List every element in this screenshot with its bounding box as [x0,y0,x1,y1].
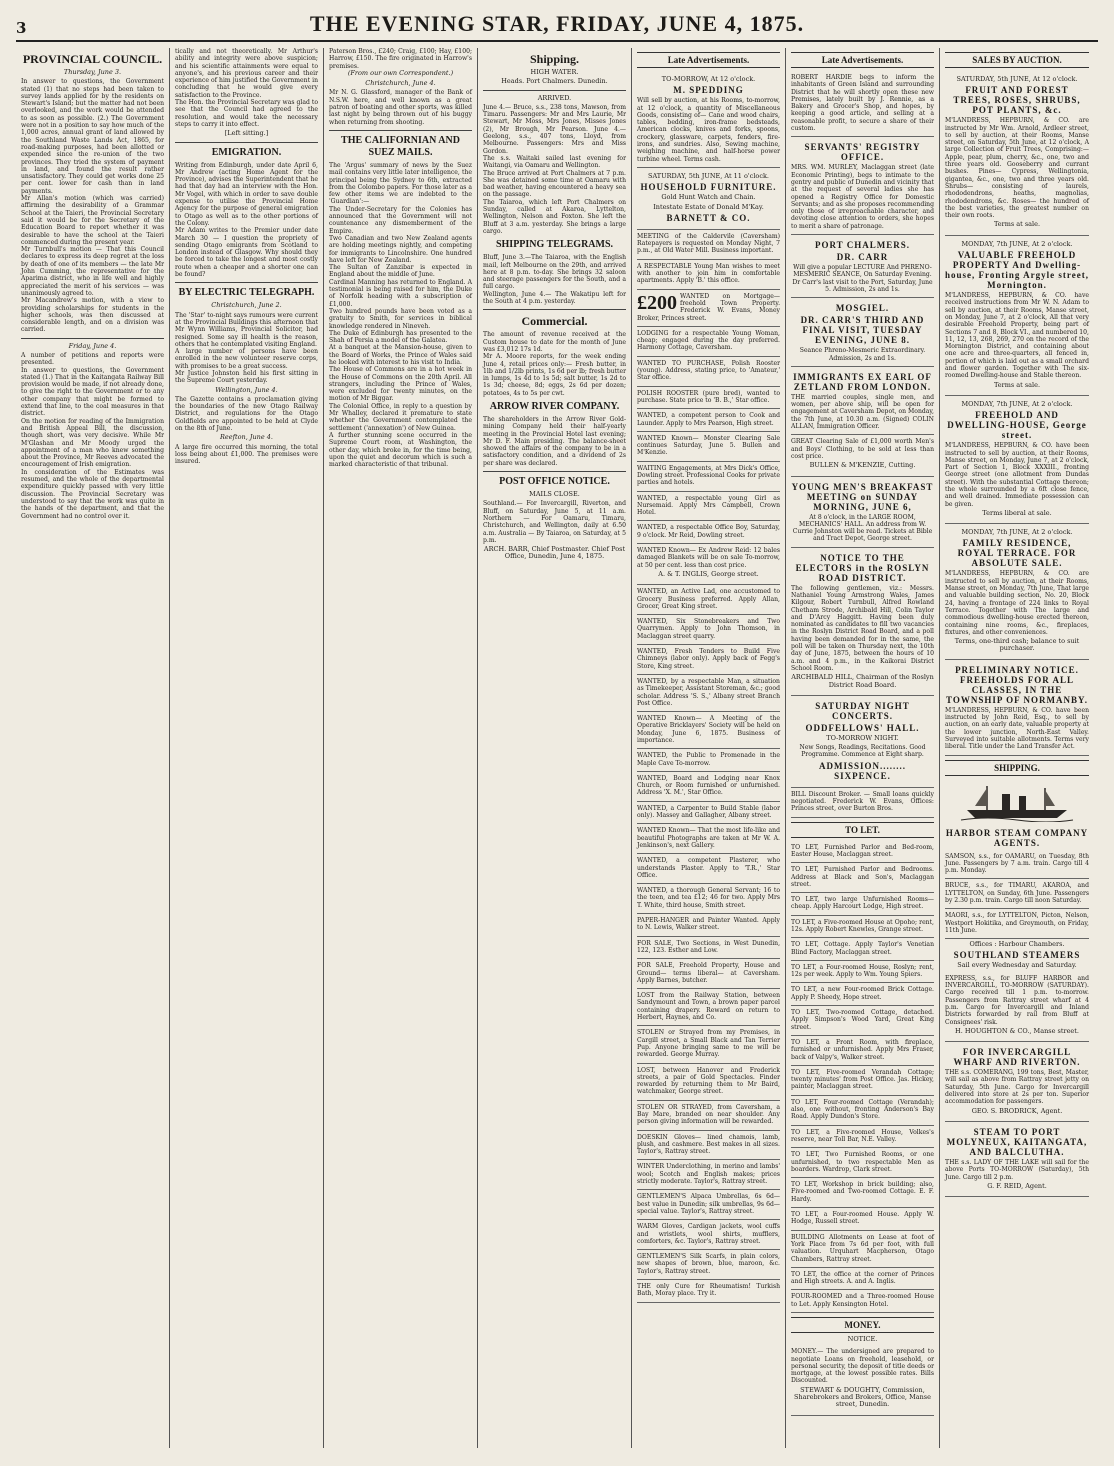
article-paragraph: Two hundred pounds have been voted as a gratuity to Smith, for services in biblical knowledge rendered in Nineveh. [329,307,472,330]
mails-heading: THE CALIFORNIAN AND SUEZ MAILS. [341,134,460,158]
ad-signature: GEO. S. BRODRICK, Agent. [971,1106,1063,1115]
article-paragraph: Mr Justice Johnston held his first sitting in the Supreme Court yesterday. [175,369,318,385]
advertisement [791,71,934,137]
advertisement [637,357,780,387]
advertisement [637,327,780,357]
advertisement [791,1006,934,1036]
ad-body: POLISH ROOSTER (pure bred), wanted to purchase. State price to 'B. B.,' Star office. [637,389,780,404]
dateline: Christchurch, June 4. [365,79,436,88]
advertisement [945,909,1089,939]
columns [16,48,1098,1448]
ad-terms: Terms, one-third cash; balance to suit purchaser. [954,637,1080,653]
ad-body: SAMSON, s.s., for OAMARU, on Tuesday, 8th June. Passengers by 7 a.m. train. Cargo till 4 p.m. Monday. [945,852,1089,875]
divider [21,338,164,339]
advertisement [637,1190,780,1220]
ad-body: FOR SALE, Freehold Property, House and Ground— terms liberal— at Caversham. Apply Barnes, butcher. [637,962,780,984]
to-let-heading: TO LET. [791,822,934,838]
dateline: Wellington, June 4. [215,385,278,394]
mails-close-label: MAILS CLOSE. [529,490,580,499]
advertisement [791,938,934,961]
ad-body: TO LET, Two Furnished Rooms, or one unfurnished, to two respectable Men as boarders. Wardrop, Clark street. [791,1151,934,1173]
ad-body: WARM Gloves, Cardigan jackets, wool cuffs and wristlets, wool shirts, mufflers, comforters, &c. Taylor's, Rattray street. [637,1223,780,1245]
advertisement [637,989,780,1026]
ad-signature: STEWART & DOUGHTY, Commission, Sharebrokers and Brokers, Office, Manse street, Dunedin. [794,1385,931,1409]
advertisement [791,1178,934,1208]
ad-date: TO-MORROW, At 12 o'clock. [661,75,756,83]
article-paragraph: Mr Adam writes to the Premier under date March 30 — I question the propriety of sending Otago emigrants from Scotland to London instead of Glasgow. Why should they be forced to take the longest and most costly route when a cheaper and a shorter one can be found? [175,227,318,279]
harbor-company-title: HARBOR STEAM COMPANY AGENTS. [945,827,1089,848]
ad-date: MONDAY, 7th JUNE, At 2 o'clock. [961,399,1073,408]
dateline: Christchurch, June 2. [211,301,282,310]
article-paragraph: At a banquet at the Mansion-house, given to the Board of Works, the Prince of Wales said he looked with interest to his visit to India. [329,344,472,366]
notice-label: NOTICE. [847,1334,878,1343]
telegraph-heading: BY ELECTRIC TELEGRAPH. [178,287,315,299]
ad-body: A RESPECTABLE Young Man wishes to meet with another to join him in comfortable apartments. Apply 'B.' this office. [637,262,780,285]
advertisement [637,260,780,290]
ad-body: ROBERT HARDIE begs to inform the inhabitants of Green Island and surrounding District that he will shortly open these new Premises, lately built by J. Rennie, as a Bakery and Grocer's Shop, and hopes, by keeping a good article, and selling at a reasonable profit, to secure a share of their custom. [791,74,934,133]
advertisement [637,168,780,230]
advertisement [945,524,1089,660]
ad-title: IMMIGRANTS EX EARL OF ZETLAND FROM LONDON. [793,371,932,392]
advertisement [637,1160,780,1190]
ad-signature: H. HOUGHTON & CO., Manse street. [955,1026,1079,1035]
advertisement [945,396,1089,524]
ad-body: STOLEN or Strayed from my Premises, in Cargill street, a Small Black and Tan Terrier Pup. Anyone bringing same to me will be rewarded. George Murray. [637,1029,780,1059]
ad-body: Will give a popular LECTURE And PHRENO-MESMERIC SEANCE, On Saturday Evening. Dr Carr's last visit to the Port, Saturday, June 5. Admission, 2s and 1s. [792,264,933,293]
ad-subtitle: ODDFELLOWS' HALL. [805,722,920,733]
ad-body: THE s.s. LADY OF THE LAKE will sail for the above Ports TO-MORROW (Saturday), 5th June. Cargo till 2 p.m. [945,1158,1089,1181]
advertisement [791,916,934,939]
post-office-heading: POST OFFICE NOTICE. [499,476,610,488]
article-paragraph: Writing from Edinburgh, under date April 6, Mr Andrew (acting Home Agent for the Province), advises the Superintendent that he had that day had an interview with the Hon. Mr Vogel, with which in order to save double expense to utilise the Provincial Home Agency for the purpose of general emigration to Otago as well as to the other portions of the Colony. [175,161,318,227]
advertisement [637,802,780,825]
dateline: Friday, June 4. [68,341,117,350]
harbor-office-note: Offices : Harbour Chambers. [969,940,1065,949]
ad-body: GENTLEMEN'S Silk Scarfs, in plain colors, new shapes of brown, blue, maroon, &c. Taylor's, Rattray street. [637,1253,780,1275]
ad-date: MONDAY, 7th JUNE, At 2 o'clock. [961,239,1073,248]
advertisement [945,660,1089,756]
tide-ports: Heads. Port Chalmers. Dunedin. [501,77,608,86]
advertisement [637,959,780,989]
sales-by-auction-heading: SALES BY AUCTION. [945,52,1089,68]
advertisement [791,367,934,435]
article-paragraph: The House of Commons are in a hot week in the House of Commons on the 20th April. All strangers, including the Prince of Wales, were excluded for twenty minutes, on the motion of Mr Biggar. [329,366,472,403]
advertisement [791,696,934,788]
ad-body: WANTED Known— A Meeting of the Operative Bricklayers' Society will be held on Monday, June 6, 1875. Business of importance. [637,715,780,744]
masthead-title: THE EVENING STAR, FRIDAY, JUNE 4, 1875. [309,11,805,36]
dateline: Reefton, June 4. [220,433,273,442]
advertisement [637,1101,780,1131]
ad-body: WANTED, the Public to Promenade in the Maple Cave To-morrow. [637,752,780,767]
ad-body: WANTED, Fresh Tenders to Build Five Chimneys (labor only). Apply back of Fegg's Store, King street. [637,648,780,670]
article-paragraph: Mr N. G. Glassford, manager of the Bank of N.S.W. here, and well known as a great patron of boating and other sports, was killed last night by being thrown out of his buggy when returning from shooting. [329,89,472,126]
advertisement [791,863,934,893]
ad-body: At 8 o'clock, in the LARGE ROOM, MECHANICS' HALL. An address from W. Currie Johnston will be read. Tickets at Bible and Tract Depot, George street. [792,513,933,543]
article-paragraph: The Colonial Office, in reply to a question by Mr Whalley, declared it premature to state whether the Government contemplated the settlement ('annexation') of New Guinea. [329,402,472,432]
article-paragraph: A large number of persons have been enrolled in the new volunteer reserve corps, with promises to be a great success. [175,348,318,370]
article-paragraph: The s.s. Waitaki sailed last evening for Waitangi, via Oamaru and Wellington. [483,154,626,170]
shipping-telegrams-heading: SHIPPING TELEGRAMS. [495,239,614,251]
advertisement [945,236,1089,396]
ad-body: TO LET, a Five-roomed House at Opoho; rent, 12s. Apply Robert Knewles, Grange street. [791,918,934,933]
advertisement [637,492,780,522]
advertisement [637,749,780,772]
ad-body: WANTED, by a respectable Man, a situation as Timekeeper, Assistant Storeman, &c.; good scholar. Address 'S. S.,' Albany street Branch Post Office. [637,677,780,707]
column-1 [16,48,170,1448]
dateline: Thursday, June 3. [63,68,122,76]
ad-body: WANTED, a thorough General Servant; 16 to the teen, and tea £12; 46 for two. Apply Mrs T. White, third house, Smith street. [637,887,780,909]
commercial-heading: Commercial. [521,314,588,329]
ad-body: TO LET, the office at the corner of Princes and High streets. A. and A. Inglis. [791,1270,934,1286]
ad-title: M. SPEDDING [673,85,744,96]
ad-body: GREAT Clearing Sale of £1,000 worth Men's and Boys' Clothing, to be sold at less than cost price. [791,438,934,460]
ad-body: Intestate Estate of Donald M'Kay. [653,202,764,211]
advertisement [945,71,1089,236]
article-paragraph: Cardinal Manning has returned to England. A testimonial is being raised for him, the Duke of Norfolk heading with a subscription of £1,000. [329,278,472,308]
article-paragraph: Southland.— For Invercargill, Riverton, and Bluff, on Saturday, June 5, at 11 a.m. Northern — For Oamaru, Timaru, Christchurch, and Wellington, daily at 6.50 a.m. Australia — By Taiaroa, on Saturday, at 5 p.m. [483,500,626,544]
arrived-label: ARRIVED. [537,93,572,102]
ad-title: PORT CHALMERS. [814,240,911,251]
provincial-council-heading: PROVINCIAL COUNCIL. [22,52,163,66]
article-paragraph: In answer to questions, the Government stated (1.) That in the Kaitangata Railway Bill provision would be made, if not already done, to give the right to the Government or to any other company that might be formed to extend that line, to the coal measures in that district. [21,366,164,418]
column-3 [324,48,478,1448]
ad-body: GENTLEMEN'S Alpaca Umbrellas, 6s 6d— best value in Dunedin; silk umbrellas, 9s 6d— special value. Taylor's, Rattray street. [637,1193,780,1215]
divider [329,130,472,131]
ad-body: WANTED, a Carpenter to Build Stable (labor only). Massey and Gallagher, Albany street. [637,804,780,820]
ad-body: WANTED Known— Ex Andrew Reid: 12 bales damaged Blankets will be on sale To-morrow, at 50 per cent. less than cost price. [637,547,780,569]
ad-body: WINTER Underclothing, in merino and lambs' wool; Scotch and English makes; prices strictly moderate. Taylor's, Rattray street. [637,1163,780,1186]
ad-date: TO-MORROW NIGHT. [826,733,899,742]
ad-body: WANTED, a respectable young Girl as Nursemaid. Apply Mrs Campbell, Crown Hotel. [637,494,780,517]
advertisement [791,1036,934,1066]
advertisement [791,1268,934,1291]
advertisement [791,235,934,298]
advertisement [637,1026,780,1063]
article-paragraph: A number of petitions and reports were presented. [21,351,164,367]
ad-admission: ADMISSION........ SIXPENCE. [818,760,906,781]
ad-body: TO LET, a Four-roomed House. Apply W. Hodge, Russell street. [791,1211,934,1226]
advertisement [945,1122,1089,1197]
high-water-label: HIGH WATER. [530,68,579,76]
ad-body: STOLEN OR STRAYED, from Caversham, a Bay Mare, branded on near shoulder. Any person giving information will be rewarded. [637,1103,780,1126]
article-paragraph: A further stunning scene occurred in the Supreme Court room, at Washington, the other day, which broke in, for the time being, upon the quiet and decorum which is such a marked characteristic of that tribunal. [329,431,472,469]
advertisement [945,972,1089,1042]
column-2 [170,48,324,1448]
late-ads-heading: Late Advertisements. [791,52,934,68]
ad-body: BUILDING Allotments on Lease at foot of York Place from 7s 6d per foot, with full valuation. Urquhart Macpherson, Otago Chambers, Rattray street. [791,1233,934,1263]
ad-body: TO LET, a Front Room, with fireplace, furnished or unfurnished. Apply Mrs Fraser, back of Valpy's, Walker street. [791,1038,934,1061]
advertisement [791,961,934,984]
ad-body: THE s.s. COMERANG, 199 tons, Best, Master, will sail as above from Rattray street jetty on Saturday, 5th June. Cargo for Invercargill delivered into store at 2s per ton. Superior accommodation for passengers. [945,1069,1089,1106]
ad-body: M'LANDRESS, HEPBURN, & CO. are instructed by Mr Wm. Arnold, Ardleer street, to sell by auction, at their Rooms, Manse street, on Saturday, 5th June, at 12 o'clock, A large Collection of Fruit Trees, Comprising:— Apple, pear, plum, cherry, &c., one, two and three years old. Gooseberry and currant bushes. Pines— Cypress, Wellingtonia, gigantea, &c., one, two and three years old. Shrubs— consisting of laurels, rhododendrons, heaths, magnolias, rhododendrons, &c. Roses— the hundred of the best varieties, the greatest number on their own roots. [945,117,1089,220]
ad-title: VALUABLE FREEHOLD PROPERTY And Dwelling-house, Fronting Argyle street, Mornington. [945,250,1089,291]
advertisement [791,841,934,864]
column-4 [478,48,632,1448]
advertisement [791,1096,934,1126]
ad-body: BILL Discount Broker. — Small loans quickly negotiated. Frederick W. Evans, Offices: Princes street, over Burton Bros. [791,790,934,813]
advertisement [791,983,934,1006]
advertisement [637,1131,780,1161]
advertisement [791,1345,934,1415]
ad-body: TO LET, Workshop in brick building; also, Five-roomed and Two-roomed Cottage. E. F. Hardy. [791,1181,934,1203]
advertisement [637,615,780,645]
advertisement [637,290,780,327]
ad-terms: Terms at sale. [993,380,1041,389]
advertisement [791,1208,934,1231]
late-ads-heading: Late Advertisements. [637,52,780,68]
column-5 [632,48,786,1448]
article-paragraph: tically and not theoretically. Mr Arthur's ability and integrity were above suspicion; and his scientific attainments were equal to anyone's, and his previous career and their experience of him justified the Government in concluding that he would give every satisfaction to the Province. [175,48,318,99]
article-paragraph: The Taiaroa, which left Port Chalmers on Sunday, called at Akaroa, Lyttelton, Wellington, Nelson and Foxton. She left the Bluff at 3 a.m. yesterday. She brings a large cargo. [483,198,626,235]
ad-body: TO LET, Cottage. Apply Taylor's Venetian Blind Factory, Maclaggan street. [791,941,934,956]
arrow-river-heading: ARROW RIVER COMPANY. [489,400,620,412]
ad-body: FOUR-ROOMED and a Three-roomed House to Let. Apply Kensington Hotel. [791,1293,934,1308]
advertisement [637,462,780,492]
ad-body: WANTED Known— That the most life-like and beautiful Photographs are taken at Mr W. A. Jenkinson's, next Gallery. [637,827,780,849]
advertisement [637,772,780,802]
article-paragraph: The Duke of Edinburgh has presented to the Shah of Persia a model of the Galatea. [329,329,472,345]
ad-terms: Terms at sale. [993,220,1041,229]
advertisement [637,409,780,432]
ad-body: MEETING of the Caldervile (Caversham) Ratepayers is requested on Monday Night, 7 p.m., at Old Water Mill. Business important. [637,232,780,255]
steamship-icon [957,782,1077,822]
ad-title: NOTICE TO THE ELECTORS in the ROSLYN ROAD DISTRICT. [795,552,930,583]
arrivals-list: June 4.— Bruce, s.s., 238 tons, Mawson, from Timaru. Passengers: Mr and Mrs Laurie, Mr Stewart, Mr Moss, Mrs Jones, Misses Jones (2), Mr Brough, Mr Pearson. June 4.— Geelong, s.s., 407 tons, Lloyd, from Melbourne. Passengers: Mrs and Miss Gordon. [483,103,626,155]
ad-body: WANTED, Six Stonebreakers and Two Quarrymen. Apply to John Thomson, in Maclaggan street quarry. [637,618,780,640]
ad-title: HOUSEHOLD FURNITURE. [640,182,777,193]
divider [175,282,318,283]
advertisement [637,824,780,854]
article-paragraph: Mr A. Moore reports, for the week ending June 4, retail prices only:— Fresh butter, in 1lb and 1/2lb prints, 1s 6d per lb; fresh butter in lumps, 1s 4d to 1s 5d; salt butter, 1s 2d to 1s 3d; cheese, 8d; eggs, 2s 6d per dozen; potatoes, 4s to 5s per cwt. [483,353,626,397]
ad-body: WANTED Known— Monster Clearing Sale continues Saturday, June 5. Bullen and M'Kenzie. [637,434,780,457]
advertisement [637,914,780,937]
ad-body: TO LET, Two-roomed Cottage, detached. Apply Simpson's Wood Yard, Great King street. [791,1009,934,1031]
advertisement [637,432,780,462]
advertisement [637,544,780,585]
article-paragraph: Mr Allan's motion (which was carried) affirming the desirability of a Grammar School at the Taieri, the Provincial Secretary said it would be for the Secretary of the Education Board to report whether it was desirable to have the school at the Taieri commenced during the present year. [21,195,164,246]
advertisement [791,548,934,696]
ad-title: FRUIT AND FOREST TREES, ROSES, SHRUBS, POT PLANTS, &c. [953,85,1081,116]
ad-body: M'LANDRESS, HEPBURN, & CO. have been instructed by John Reid, Esq., to sell by auction, on an early date, valuable property at the lower junction, North-East Valley. Surveyed into suitable allotments. Terms very liberal. Title under the Land Transfer Act. [945,706,1089,751]
ad-body: New Songs, Readings, Recitations. Good Programme. Commence at Eight sharp. [799,744,926,759]
advertisement [791,298,934,367]
ad-signature: A. & T. INGLIS, George street. [658,569,759,578]
advertisement [637,1064,780,1101]
ad-subtitle: Gold Hunt Watch and Chain. [661,193,756,202]
advertisement [637,387,780,410]
ad-date: MONDAY, 7th JUNE, At 2 o'clock. [961,528,1073,537]
article-paragraph: On the motion for reading of the Immigration and British Appeal Bill, the discussion, though short, was very decisive. While Mr M'Glashan and Mr Moody urged the appointment of a man who knew something about the Province, Mr Reeves advocated the encouragement of Irish emigration. [21,417,164,469]
column-6 [786,48,940,1448]
advertisement [637,585,780,615]
ad-body: WANTED, an Active Lad, one accustomed to Grocery Business preferred. Apply Allan, Grocer, Great King street. [637,588,780,610]
ad-body: TO LET, a new Four-roomed Brick Cottage. Apply P. Sheedy, Hope street. [791,986,934,1001]
article-paragraph: Wellington, June 4.— The Wakatipu left for the South at 4 p.m. yesterday. [483,290,626,306]
article-paragraph: The Bruce arrived at Port Chalmers at 7 p.m. She was detained some time at Oamaru with bad weather, having encountered a heavy sea on the passage. [483,169,626,199]
advertisement [637,712,780,749]
advertisement [945,879,1089,909]
advertisement [637,645,780,675]
ad-body: EXPRESS, s.s., for BLUFF HARBOR and INVERCARGILL, TO-MORROW (SATURDAY). Cargo received till 1 p.m. to-morrow. Passengers from Rattray street wharf at 4 p.m. Cargo for Invercargill and Inland Districts forwarded by rail from Bluff at Consignees' risk. [945,974,1089,1026]
column-7 [940,48,1094,1448]
advertisement [637,230,780,260]
ad-title: FOR INVERCARGILL WHARF AND RIVERTON. [953,1047,1081,1068]
ad-body: TO LET, a Five-roomed House, Volkes's reserve, near Toll Bar, N.E. Valley. [791,1128,934,1143]
ad-body: PAPER-HANGER and Painter Wanted. Apply to N. Lewis, Walker street. [637,917,780,932]
ad-subtitle: DR. CARR'S THIRD AND FINAL VISIT, TUESDAY EVENING, JUNE 8. [800,315,925,346]
postmaster-signature: ARCH. BARR, Chief Postmaster. Chief Post Office, Dunedin, June 4, 1875. [483,545,626,561]
article-paragraph: The Gazette contains a proclamation giving the boundaries of the new Otago Railway District, and regulations for the Otago Goldfields are appointed to be held at Clyde on the 8th of June. [175,395,318,433]
southland-steamers-sub: Sail every Wednesday and Saturday. [957,961,1077,970]
ad-signature: ARCHIBALD HILL, Chairman of the Roslyn District Road Board. [791,673,934,689]
ad-body: WANTED, Board and Lodging near Knox Church, or Room furnished or unfurnished. Address 'X. M.', Star Office. [637,774,780,797]
ad-body: Will sell by auction, at his Rooms, to-morrow, at 12 o'clock, a quantity of Miscellaneous Goods, consisting of— Cane and wood chairs, tables, bedding, iron-frame bedsteads, American clocks, knives and forks, spoons, crockery, glassware, carpets, fenders, fire-irons, and sundries. Also, Sewing machine, weighing machine, and half-horse power turbine wheel. Terms cash. [637,97,780,163]
article-paragraph: The Hon. the Provincial Secretary was glad to see that the Council had agreed to the resolution, and would take the necessary steps to carry it into effect. [175,99,318,128]
ad-body: M'LANDRESS, HEPBURN, & CO. have received instructions from Mr W. N. Adam to sell by auction, at their Rooms, Manse street, on Monday, June 7, at 2 o'clock, All that very desirable Freehold Property, being part of Sections 7 and 8, Block VI., and numbered 10, 11, 12, 13, 268, 269, 270 on the record of the Mornington District, and containing about one acre and three-quarters, all fenced in, portion of which is laid out as a small orchard and flower garden. Together with The six-roomed Dwelling-house and Stable thereon. [945,292,1089,380]
article-paragraph: Bluff, June 3.—The Taiaroa, with the English mail, left Melbourne on the 29th, and arrived here at 8 p.m. to-day. She brings 32 saloon and steerage passengers for the South, and a full cargo. [483,254,626,291]
advertisement [637,521,780,544]
ad-body: WANTED, a competent person to Cook and Launder. Apply to Mrs Pearson, High street. [637,412,780,427]
ad-body: MRS. WM. MURLEY, Maclaggan street (late Economic Printing), begs to intimate to the gentry and public of Dunedin and vicinity that at the request of several ladies she has opened a Registry Office for Domestic Servants; and as she proposes recommending only those of irreproachable character, and devoting close attention to orders, she hopes to merit a share of patronage. [791,164,934,230]
ad-title: SATURDAY NIGHT CONCERTS. [815,700,910,721]
ad-body: TO LET, Furnished Parlor and Bedrooms. Address at Black and Son's, Maclaggan street. [791,866,934,888]
article-paragraph: The 'Star' to-night says rumours were current at the Provincial Buildings this afternoon that Mr Wynn Williams, Provincial Solicitor, had resigned. Some say ill health is the reason, others that he contemplated visiting England. [175,311,318,348]
advertisement [637,1220,780,1250]
article-paragraph: A large fire occurred this morning, the total loss being about £1,000. The premises were insured. [175,443,318,466]
article-paragraph: The amount of revenue received at the Custom house to date for the month of June was £3,012 17s 1d. [483,331,626,353]
ad-title: YOUNG MEN'S BREAKFAST MEETING on SUNDAY MORNING, JUNE 6, [791,481,934,512]
article-paragraph: The 'Argus' summary of news by the Suez mail contains very little later intelligence, the principal being the Sydney to 6th, extracted from the Colombo papers. For those later as a few other items we are indebted to the 'Guardian':— [329,161,472,206]
article-paragraph: The shareholders in the Arrow River Gold-mining Company held their half-yearly meeting in the Provincial Hotel last evening; Mr D. F. Main presiding. The balance-sheet showed the affairs of the company to be in a satisfactory condition, and a dividend of 2s per share was declared. [483,415,626,467]
page-number: 3 [16,19,27,37]
left-sitting-note: [Left sitting.] [224,129,269,138]
emigration-heading: EMIGRATION. [211,146,282,158]
advertisement [637,675,780,712]
ad-body: DOESKIN Gloves— lined chamois, lamb, plush, and cashmere. Best makes in all sizes. Taylor's, Rattray street. [637,1133,780,1156]
ad-body: TO LET, Furnished Parlor and Bed-room, Easter House, Maclaggan street. [791,843,934,858]
ad-body: TO LET, a Four-roomed House, Roslyn; rent, 12s per week. Apply to Wm. Young Spiers. [791,963,934,979]
advertisement [791,1148,934,1178]
divider [175,142,318,143]
ad-signature: BULLEN & M'KENZIE, Cutting. [809,461,916,470]
ad-terms: Terms liberal at sale. [982,508,1052,517]
ad-body: WANTED on Mortgage— freehold Town Property. Frederick W. Evans, Money Broker, Princes street. [637,292,780,322]
southland-steamers-title: SOUTHLAND STEAMERS [953,950,1081,961]
advertisement [791,1066,934,1096]
article-paragraph: The Sultan of Zanzibar is expected in England about the middle of June. [329,264,472,279]
correspondent-note: (From our own Correspondent.) [347,68,454,77]
article-paragraph: The Under-Secretary for the Colonies has announced that the Government will not countenance any dismemberment of the Empire. [329,205,472,235]
ad-body: Seance Phreno-Mesmeric Extraordinary. Admission, 2s and 1s. [799,347,926,362]
advertisement [637,1250,780,1280]
masthead [16,12,1098,42]
shipping-heading: Shipping. [529,52,580,66]
advertisement [637,1280,780,1303]
ad-date: SATURDAY, 5th JUNE, At 11 o'clock. [648,171,769,180]
ad-title: PRELIMINARY NOTICE. FREEHOLDS FOR ALL CLASSES, IN THE TOWNSHIP OF NORMANBY. [946,664,1088,705]
advertisement [791,435,934,476]
ad-body: M'LANDRESS, HEPBURN, & CO. have been instructed to sell by auction, at their Rooms, Manse street, on Monday, June 7, at 2 o'clock, Part of Section 1, Block XXXIII., fronting George street (one allotment from Dundas street). With the substantial Cottage thereon; the whole surrounded by a 6ft close fence, and well drained. Immediate possession can be given. [945,442,1089,508]
advertisement [791,1126,934,1149]
article-paragraph: In consideration of the Estimates was resumed, and the whole of the departmental expenditure quickly passed with very little discussion. The Provincial Secretary was understood to say that the work was quite in the hands of the department, and that the Government had no control over it. [21,468,164,520]
article-paragraph: Mr Macandrew's motion, with a view to providing scholarships for students in the higher schools, was then discussed at considerable length, and on a division was carried. [21,297,164,334]
ad-body: The following gentlemen, viz.: Messrs. Nathaniel Young Armstrong Wales, James Kilgour, Robert Turnbull, Alfred Rowland Chetham Strode, Archibald Hill, Colin Taylor and D'Arcy Haggitt. Having been duly nominated as candidates to fill two vacancies in the Roslyn District Road Board, and a poll having been demanded for in the same, the poll will be taken on Thursday next, the 10th day of June, 1875, between the hours of 10 a.m. and 4 p.m., in the Kaikorai District School Room. [791,584,934,672]
advertisement [791,893,934,916]
advertisement [945,850,1089,880]
article-paragraph: In answer to questions, the Government stated (1) that no steps had been taken to survey lands applied for by the residents on Stewart's Island; but the matter had not been overlooked, and the work would be attended to as soon as possible. (2.) The Government were not in a position to say how much of the 1,000 acres, annual grant of land allowed by the Southland Waste Lands Act, 1865, for road-making purposes, had been allotted or expended since the re-union of the two provinces. They tried the system of payment in land, and found the result rather unsatisfactory. They could get works done 25 per cent. lower for cash than in land payments. [21,78,164,195]
advertisement [791,137,934,235]
advertisement [637,71,780,168]
advertisement [791,1231,934,1268]
ad-body: TO LET, Five-roomed Verandah Cottage; twenty minutes' from Post Office. Jas. Hickey, painter, Maclaggan street. [791,1068,934,1091]
ad-body: TO LET, two large Unfurnished Rooms— cheap. Apply Harcourt Lodge, High street. [791,896,934,911]
advertisement [791,788,934,818]
shipping-ads-heading: SHIPPING. [945,760,1089,776]
ad-title: STEAM TO PORT MOLYNEUX, KAITANGATA, AND BALCLUTHA. [946,1126,1088,1157]
advertisement [637,937,780,960]
ad-title: SERVANTS' REGISTRY OFFICE. [804,142,921,163]
article-paragraph: Two Canadian and two New Zealand agents are holding meetings nightly, and competing for immigrants to Lincolnshire. One hundred have left for New Zealand. [329,234,472,264]
ad-date: SATURDAY, 5th JUNE, At 12 o'clock. [956,75,1078,83]
ad-body: WAITING Engagements, at Mrs Dick's Office, Dowling street. Professional Cooks for private parties and hotels. [637,464,780,487]
ad-body: MAORI, s.s., for LYTTELTON, Picton, Nelson, Westport Hokitika, and Greymouth, on Friday, 11th June. [945,912,1089,934]
divider [483,471,626,472]
advertisement [945,1042,1089,1122]
ad-body: WANTED, a respectable Office Boy, Saturday, 9 o'clock. Mr Reid, Dowling street. [637,524,780,539]
ad-body: THE only Cure for Rheumatism! Turkish Bath, Moray place. Try it. [637,1283,780,1298]
ad-body: LOST, between Hanover and Frederick streets, a pair of Gold Spectacles. Finder rewarded by returning them to Mr Baird, watchmaker, George street. [637,1066,780,1096]
ad-title: FAMILY RESIDENCE, ROYAL TERRACE. FOR ABSOLUTE SALE. [957,538,1077,569]
ad-body: THE married couples, single men, and women, per above ship, will be open for engagement at Caversham Depot, on Monday, the 7th June, at 10.30 a.m. (Signed) COLIN ALLAN, Immigration Officer. [791,393,934,431]
ad-body: BRUCE, s.s., for TIMARU, AKAROA, and LYTTELTON, on Sunday, 6th June. Passengers by 2.30 p.m. train. Cargo till noon Saturday. [945,882,1089,904]
divider [483,90,626,91]
ad-title: MOSGIEL. [835,303,890,314]
ad-body: LODGING for a respectable Young Woman, cheap; engaged during the day preferred. Harmony Cottage, Caversham. [637,329,780,352]
article-paragraph: Paterson Bros., £240; Craig, £100; Hay, £100; Harrow, £150. The fire originated in Harrow's premises. [329,48,472,70]
ad-title: FREEHOLD AND DWELLING-HOUSE, George street. [947,410,1087,441]
divider [483,309,626,310]
ad-body: LOST from the Railway Station, between Sandymount and Town, a brown paper parcel containing drapery. Reward on return to Herbert, Haynes, and Co. [637,992,780,1022]
money-heading: MONEY. [791,1317,934,1333]
ad-body: WANTED, a competent Plasterer, who understands Plaster. Apply to 'T.R.,' Star Office. [637,857,780,879]
advertisement [791,1290,934,1313]
advertisement [637,884,780,914]
ad-title: BARNETT & CO. [666,212,751,223]
ad-body: WANTED TO PURCHASE, Polish Rooster (young). Address, stating price, to 'Amateur,' Star office. [637,359,780,382]
ad-signature: G. F. REID, Agent. [987,1181,1047,1190]
ad-body: FOR SALE, Two Sections, in West Dunedin, 122, 123. Esther and Low. [637,939,780,954]
ad-body: TO LET, Four-roomed Cottage (Verandah); also, one without, fronting Anderson's Bay Road. Apply Dundon's Store. [791,1098,934,1121]
ad-body: MONEY.— The undersigned are prepared to negotiate Loans on freehold, leasehold, or personal security, the deposit of title deeds or mortgage, at the lowest possible rates. Bills Discounted. [791,1348,934,1385]
advertisement [637,854,780,884]
article-paragraph: Mr Turnbull's motion — That this Council declares to express its deep regret at the loss by death of one of its members — the late Mr John Cumming, the representative for the Aparima district, who in life well and highly appreciated the merit of his services — was unanimously agreed to. [21,246,164,297]
ad-amount: £200 [637,291,677,314]
ad-body: M'LANDRESS, HEPBURN, & CO. are instructed to sell by auction, at their Rooms, Manse street, on Monday, 7th June, That large and valuable building section, No. 20, Block 24, having a frontage of 224 links to Royal Terrace. Together with The large and commodious dwelling-house erected thereon, containing nine rooms, &c., fireplaces, fixtures, and other conveniences. [945,570,1089,636]
ad-subtitle: DR. CARR [836,252,889,263]
advertisement [791,477,934,548]
